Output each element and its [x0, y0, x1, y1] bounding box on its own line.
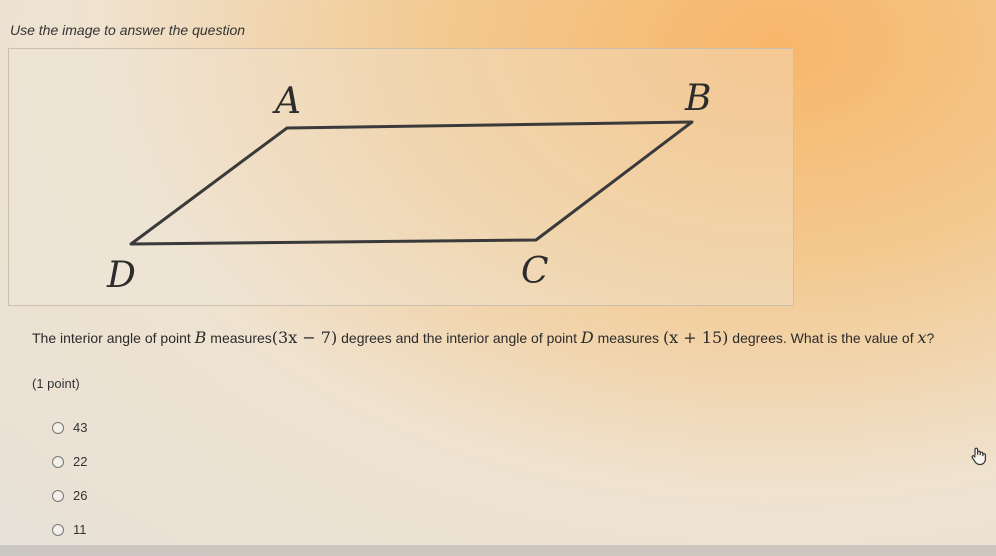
option-label: 22: [73, 454, 88, 469]
radio-button[interactable]: [52, 490, 64, 502]
parallelogram-figure: [8, 48, 794, 306]
question-part-2: measures: [206, 330, 272, 346]
vertex-label-b: B: [685, 78, 712, 119]
answer-option-3[interactable]: [52, 488, 87, 503]
radio-button[interactable]: [52, 524, 64, 536]
radio-button[interactable]: [52, 422, 64, 434]
points-label: (1 point): [32, 376, 80, 391]
hand-pointer-icon: [970, 446, 988, 466]
question-part-1: The interior angle of point: [32, 330, 195, 346]
parallelogram-diagram: [9, 49, 795, 307]
option-label: 43: [73, 420, 88, 435]
answer-option-2[interactable]: [52, 454, 87, 469]
question-text: [32, 328, 934, 347]
answer-option-1[interactable]: [52, 420, 87, 435]
question-part-5: degrees. What is the value of: [728, 330, 918, 346]
angle-d-expression: (x + 15): [662, 328, 729, 347]
instructions-text: Use the image to answer the question: [10, 22, 246, 38]
question-part-3: degrees and the interior angle of point: [337, 330, 581, 346]
question-part-4: measures: [593, 330, 663, 346]
radio-button[interactable]: [52, 456, 64, 468]
question-part-6: ?: [926, 330, 935, 346]
question-variable: x: [917, 328, 927, 347]
vertex-label-d: D: [107, 255, 136, 296]
answer-option-4[interactable]: [52, 522, 87, 537]
option-label: 11: [73, 522, 87, 537]
option-label: 26: [73, 488, 88, 503]
parallelogram-shape: [131, 122, 692, 244]
question-point-b: B: [194, 328, 207, 347]
vertex-label-a: A: [275, 81, 301, 122]
question-point-d: D: [580, 328, 594, 347]
vertex-label-c: C: [521, 251, 549, 292]
bottom-bar: [0, 545, 996, 556]
angle-b-expression: (3x − 7): [271, 328, 338, 347]
